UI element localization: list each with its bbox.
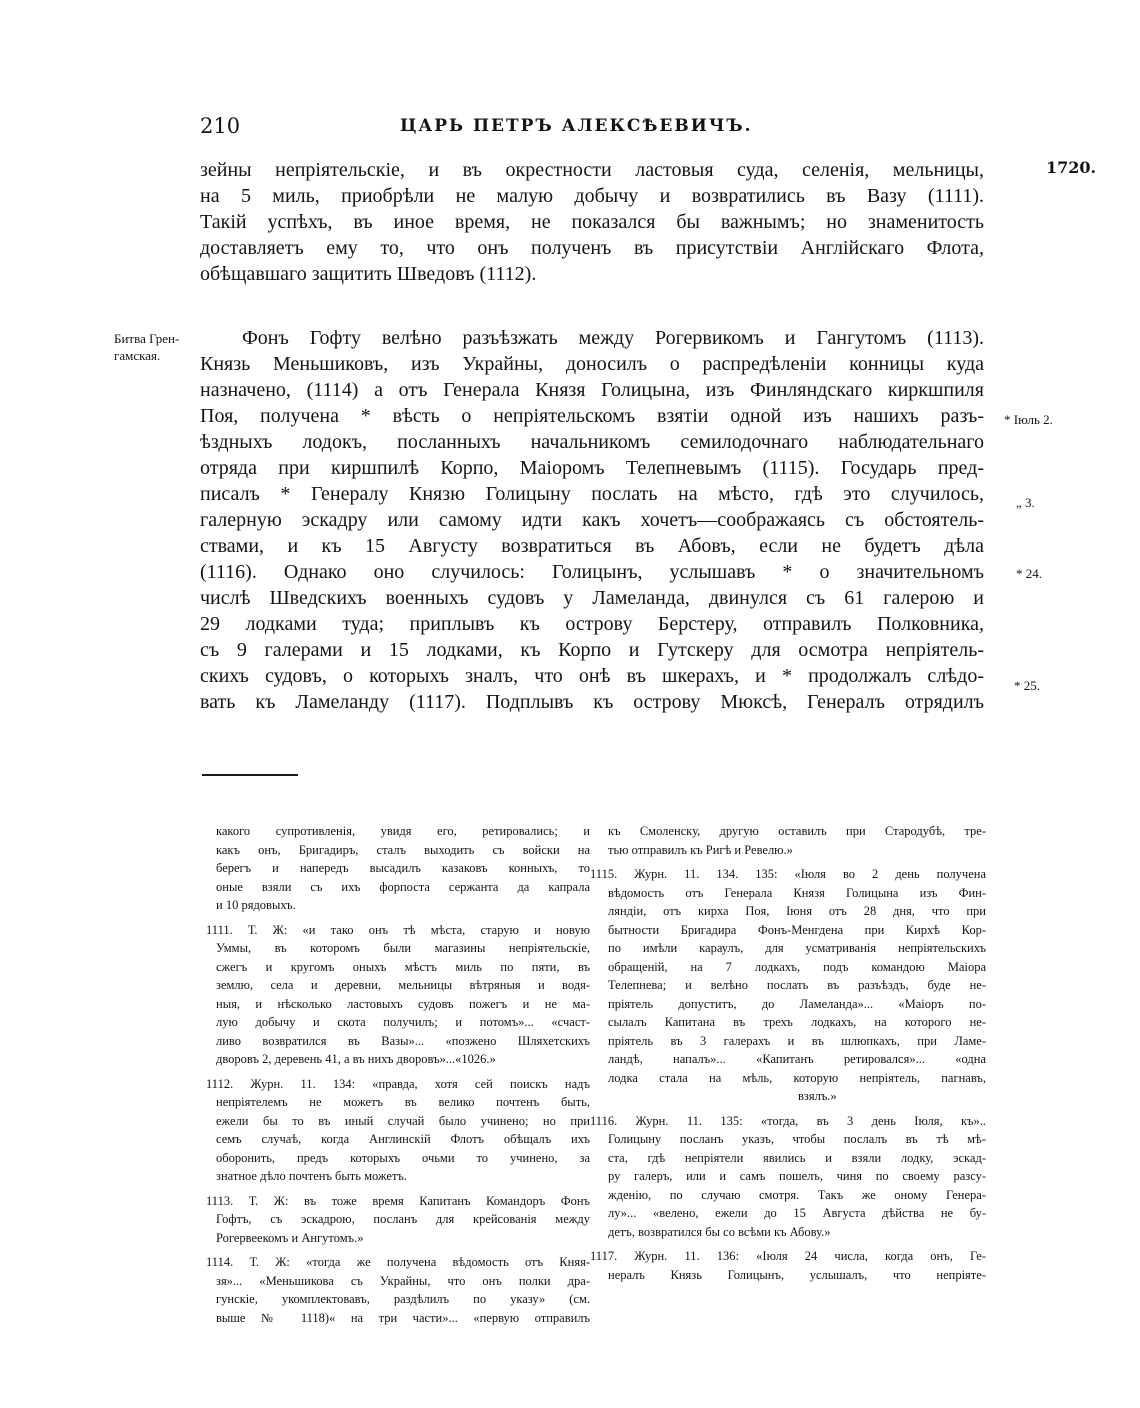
footnote-line: ляндіи, отъ кирха Поя, Іюня отъ 28 дня, что при bbox=[608, 904, 986, 918]
text-line: Князь Меньшиковъ, изъ Украйны, доносилъ о распредѣленіи конницы куда bbox=[200, 353, 984, 375]
text-line: галерную эскадру или самому идти какъ хочетъ—соображаясь съ обстоятель- bbox=[200, 509, 984, 531]
footnote-line: по имѣли караулъ, для усматриванія непріятельскихъ bbox=[608, 941, 986, 955]
footnote-line: жденію, по случаю смотря. Такъ же оному Генера- bbox=[608, 1187, 986, 1202]
footnote-line: какъ онъ, Бригадиръ, сталъ выходить съ войски на bbox=[216, 842, 590, 857]
footnote-line: детъ, возвратился бы со всѣми къ Абову.» bbox=[608, 1224, 831, 1239]
footnote-line: ста, гдѣ непріятели явились и взяли лодку, эскад- bbox=[608, 1150, 986, 1165]
footnote-line: 1113. Т. Ж: въ тоже время Капитанъ Командоръ Фонъ bbox=[206, 1193, 590, 1208]
footnote-line: 1111. Т. Ж: «и тако онъ тѣ мѣста, старую и новую bbox=[206, 922, 590, 937]
footnote-line: Рогервеекомъ и Ангутомъ.» bbox=[216, 1230, 364, 1245]
footnote-line: берегъ и напередъ высадилъ казаковъ конныхъ, то bbox=[216, 861, 590, 875]
text-line: скихъ судовъ, о которыхъ зналъ, что онѣ въ шкерахъ, и * продолжалъ слѣдо- bbox=[200, 665, 984, 687]
text-line: 29 лодками туда; приплывъ къ острову Берстеру, отправилъ Полковника, bbox=[200, 613, 984, 635]
year-marker: 1720. bbox=[1046, 158, 1097, 177]
page-number: 210 bbox=[200, 114, 241, 138]
footnote-line: сжегъ и кругомъ оныхъ мѣстъ миль по пяти, въ bbox=[216, 959, 590, 974]
footnote-line: нералъ Князь Голицынъ, услышалъ, что непріяте- bbox=[608, 1267, 986, 1282]
text-line: на 5 миль, приобрѣли не малую добычу и возвратились въ Вазу (1111). bbox=[200, 185, 984, 207]
footnote-line: Гофтъ, съ эскадрою, посланъ для крейсованія между bbox=[216, 1212, 590, 1226]
footnote-line: выше № 1118)« на три части»... «первую отправилъ bbox=[216, 1310, 590, 1325]
footnote-rule bbox=[202, 774, 298, 776]
footnote-line: лу»... «велено, ежели до 15 Августа дѣйства не бу- bbox=[608, 1206, 986, 1220]
footnote-line: гунскіе, укомплектовавъ, раздѣлилъ по указу» (см. bbox=[216, 1292, 590, 1306]
footnote-line: обращеній, на 7 лодкахъ, подъ командою Маіора bbox=[608, 959, 986, 974]
footnote-line: 1115. Журн. 11. 134. 135: «Іюля во 2 день получена bbox=[590, 867, 986, 881]
footnote-line: дворовъ 2, деревень 41, а въ нихъ дворовъ»...«1026.» bbox=[216, 1052, 496, 1066]
footnote-line: Телепнева; и велѣно послать въ разъѣздъ, буде не- bbox=[608, 978, 986, 992]
footnote-line: пріятель въ 3 галерахъ и въ шлюпкахъ, при Ламе- bbox=[608, 1033, 986, 1048]
footnote-line: какого супротивленія, увидя его, ретировались; и bbox=[216, 824, 590, 838]
text-line: вать къ Ламеланду (1117). Подплывъ къ острову Мюксѣ, Генералъ отрядилъ bbox=[200, 691, 984, 713]
text-line: назначено, (1114) а отъ Генерала Князя Голицына, изъ Финляндскаго киркшпиля bbox=[200, 379, 984, 401]
footnote-line: Голицыну посланъ указъ, чтобы послалъ въ тѣ мѣ- bbox=[608, 1132, 986, 1146]
footnote-line: ежели бы то въ иный случай было учинено; но при bbox=[216, 1113, 590, 1128]
footnote-line: лую добычу и скота получилъ; и потомъ»... «счаст- bbox=[216, 1015, 590, 1029]
text-line: отряда при киршпилѣ Корпо, Маіоромъ Телепневымъ (1115). Государь пред- bbox=[200, 457, 984, 479]
footnote-line: пріятель допуститъ, до Ламеланда»... «Маіоръ по- bbox=[608, 996, 986, 1011]
footnote-line: Уммы, въ которомъ были магазины непріятельскіе, bbox=[216, 941, 590, 955]
footnote-line: землю, села и деревни, мельницы вѣтряныя и водя- bbox=[216, 978, 590, 992]
footnote-line: 1116. Журн. 11. 135: «тогда, въ 3 день Іюля, къ».. bbox=[590, 1113, 986, 1128]
text-line: зейны непріятельскіе, и въ окрестности ластовыя суда, селенія, мельницы, bbox=[200, 159, 984, 181]
sidenote-line: Битва Грен- bbox=[114, 331, 180, 346]
footnote-line: бытности Бригадира Фонъ-Менгдена при Кирхѣ Кор- bbox=[608, 922, 986, 937]
footnote-line: сылалъ Капитана въ трехъ лодкахъ, на которого не- bbox=[608, 1015, 986, 1029]
paragraph-2 bbox=[200, 325, 984, 715]
footnote-line: ныя, и нѣсколько ластовыхъ судовъ пожегъ и не ма- bbox=[216, 996, 590, 1011]
text-line: обѣщавшаго защитить Шведовъ (1112). bbox=[200, 263, 537, 285]
text-line: писалъ * Генералу Князю Голицыну послать на мѣсто, гдѣ это случилось, bbox=[200, 483, 984, 505]
footnote-line: и 10 рядовыхъ. bbox=[216, 898, 296, 912]
text-line: ствами, и къ 15 Августу возвратиться въ Абовъ, если не будетъ дѣла bbox=[200, 535, 984, 557]
margin-date-mark: * Iюль 2. bbox=[1004, 412, 1053, 427]
footnote-line: вѣдомость отъ Генерала Князя Голицына изъ Фин- bbox=[608, 885, 986, 900]
footnote-line: оные взяли съ ихъ форпоста сержанта да капрала bbox=[216, 879, 590, 894]
footnotes-left-column bbox=[188, 822, 590, 1327]
margin-date-mark: * 24. bbox=[1016, 566, 1042, 581]
text-line: доставляетъ ему то, что онъ полученъ въ присутствіи Англійскаго Флота, bbox=[200, 237, 984, 259]
text-line: Фонъ Гофту велѣно разъѣзжать между Рогервикомъ и Гангутомъ (1113). bbox=[242, 327, 984, 349]
text-line: съ 9 галерами и 15 лодками, къ Корпо и Гутскеру для осмотра непріятель- bbox=[200, 639, 984, 661]
margin-date-mark: * 25. bbox=[1014, 678, 1040, 693]
footnote-line: тью отправилъ къ Ригѣ и Ревелю.» bbox=[608, 842, 793, 857]
section-sidenote bbox=[114, 330, 186, 364]
footnote-line: 1117. Журн. 11. 136: «Іюля 24 числа, когда онъ, Ге- bbox=[590, 1249, 986, 1263]
footnote-line: зя»... «Меньшикова съ Украйны, что онъ полки дра- bbox=[216, 1273, 590, 1288]
sidenote-line: гамская. bbox=[114, 348, 161, 363]
text-line: Поя, получена * вѣсть о непріятельскомъ взятіи одной изъ нашихъ разъ- bbox=[200, 405, 984, 427]
footnote-line: къ Смоленску, другую оставилъ при Стародубѣ, тре- bbox=[608, 824, 986, 838]
footnote-line: взялъ.» bbox=[798, 1089, 837, 1103]
footnote-line: семъ случаѣ, когда Англинскій Флотъ обѣщалъ ихъ bbox=[216, 1132, 590, 1146]
text-line: (1116). Однако оно случилось: Голицынъ, услышавъ * о значительномъ bbox=[200, 561, 984, 583]
footnote-line: ливо возвратился въ Вазы»... «позжено Шляхетскихъ bbox=[216, 1033, 590, 1048]
text-line: Такій успѣхъ, въ иное время, не показался бы важнымъ; но знаменитость bbox=[200, 211, 984, 233]
footnote-line: оборонить, предъ которыхъ очьми то учинено, за bbox=[216, 1150, 590, 1165]
margin-date-mark: „ 3. bbox=[1016, 495, 1035, 510]
footnotes-right-column bbox=[590, 822, 986, 1284]
footnote-line: ландѣ, напалъ»... «Капитанъ ретировался»... «одна bbox=[608, 1052, 986, 1066]
footnote-line: знатное дѣло почтенъ быть можетъ. bbox=[216, 1169, 407, 1183]
footnote-line: лодка стала на мѣль, которую непріятель, пагнавъ, bbox=[608, 1070, 986, 1085]
text-line: ѣздныхъ лодокъ, посланныхъ начальникомъ семилодочнаго наблюдательнаго bbox=[200, 431, 984, 453]
running-title: ЦАРЬ ПЕТРЪ АЛЕКСѢЕВИЧЪ. bbox=[400, 116, 753, 136]
paragraph-1 bbox=[200, 157, 984, 287]
text-line: числѣ Шведскихъ военныхъ судовъ у Ламеланда, двинулся съ 61 галерою и bbox=[200, 587, 984, 609]
footnote-line: 1112. Журн. 11. 134: «правда, хотя сей поискъ надъ bbox=[206, 1076, 590, 1091]
footnote-line: ру галеръ, или и самъ пошелъ, чиня по своему разсу- bbox=[608, 1169, 986, 1183]
footnote-line: непріятелемъ не можетъ въ велико почтенъ быть, bbox=[216, 1095, 590, 1109]
footnote-line: 1114. Т. Ж: «тогда же получена вѣдомость отъ Княя- bbox=[206, 1255, 590, 1269]
